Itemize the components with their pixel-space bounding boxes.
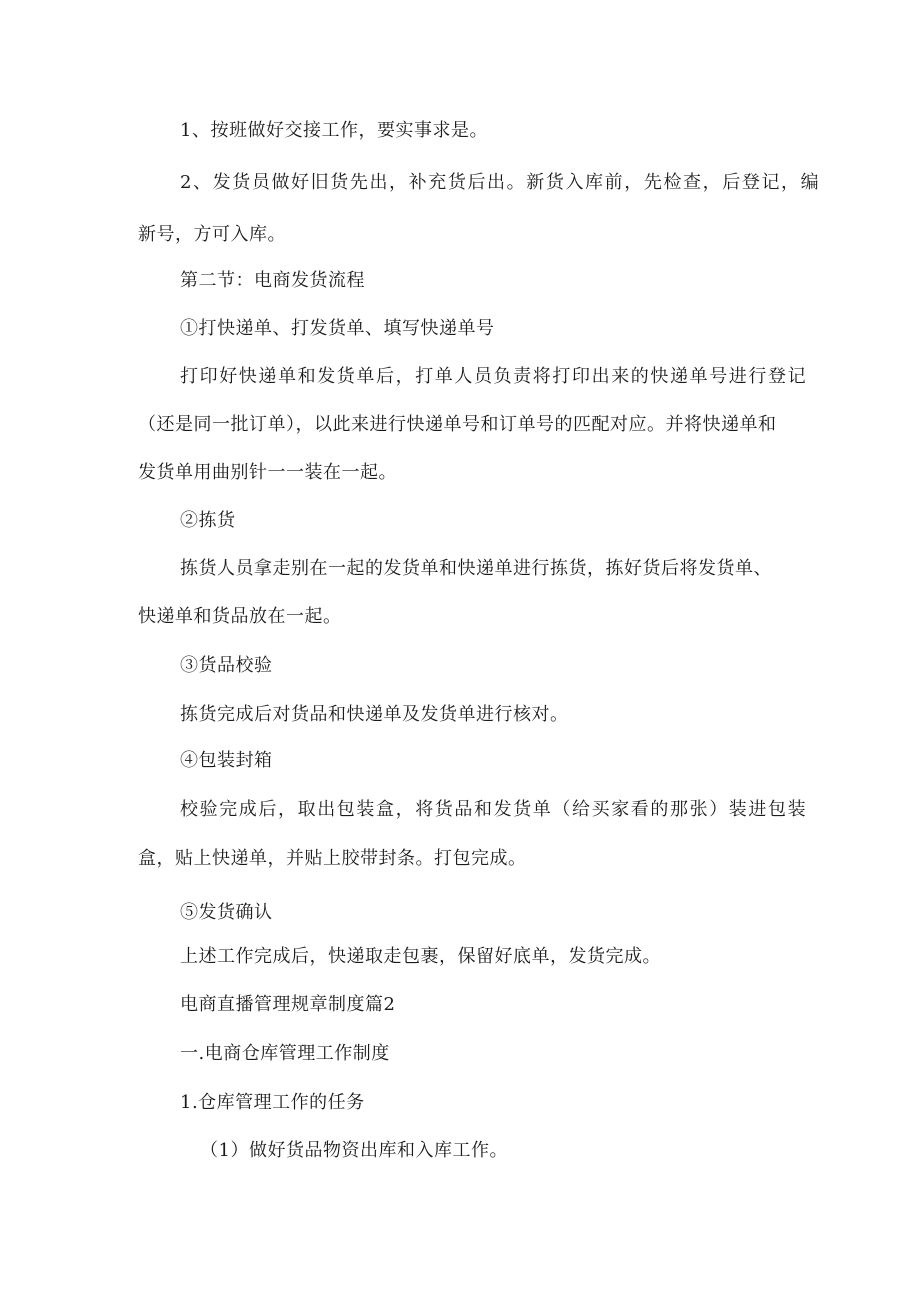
step-4-heading: ④包装封箱 [180, 750, 273, 771]
section-heading: 第二节：电商发货流程 [180, 270, 365, 291]
rule-item-2: 2、发货员做好旧货先出，补充货后出。新货入库前，先检查，后登记，编 [180, 172, 821, 193]
step-4-paragraph-line-1: 校验完成后，取出包装盒，将货品和发货单（给买家看的那张）装进包装 [180, 799, 808, 820]
step-1-paragraph-line-2: （还是同一批订单），以此来进行快递单号和订单号的匹配对应。并将快递单和 [138, 414, 777, 435]
subsection-heading: 一.电商仓库管理工作制度 [180, 1043, 390, 1064]
step-5-heading: ⑤发货确认 [180, 902, 273, 923]
subsection-item-heading: 1.仓库管理工作的任务 [180, 1092, 365, 1113]
step-1-paragraph-line-1: 打印好快递单和发货单后，打单人员负责将打印出来的快递单号进行登记 [180, 366, 808, 387]
step-4-paragraph-line-2: 盒，贴上快递单，并贴上胶带封条。打包完成。 [138, 848, 527, 869]
step-5-paragraph: 上述工作完成后，快递取走包裹，保留好底单，发货完成。 [180, 946, 661, 967]
chapter-title: 电商直播管理规章制度篇2 [180, 994, 396, 1015]
step-3-heading: ③货品校验 [180, 655, 273, 676]
step-2-paragraph-line-2: 快递单和货品放在一起。 [138, 606, 342, 627]
rule-item-1: 1、按班做好交接工作，要实事求是。 [180, 120, 488, 141]
step-3-paragraph: 拣货完成后对货品和快递单及发货单进行核对。 [180, 704, 569, 725]
rule-item-2-continuation: 新号，方可入库。 [138, 224, 286, 245]
step-2-heading: ②拣货 [180, 510, 236, 531]
subsection-list-item-1: （1）做好货品物资出库和入库工作。 [200, 1140, 508, 1161]
step-1-paragraph-line-3: 发货单用曲别针一一装在一起。 [138, 462, 397, 483]
step-1-heading: ①打快递单、打发货单、填写快递单号 [180, 318, 495, 339]
step-2-paragraph-line-1: 拣货人员拿走别在一起的发货单和快递单进行拣货，拣好货后将发货单、 [180, 558, 772, 579]
